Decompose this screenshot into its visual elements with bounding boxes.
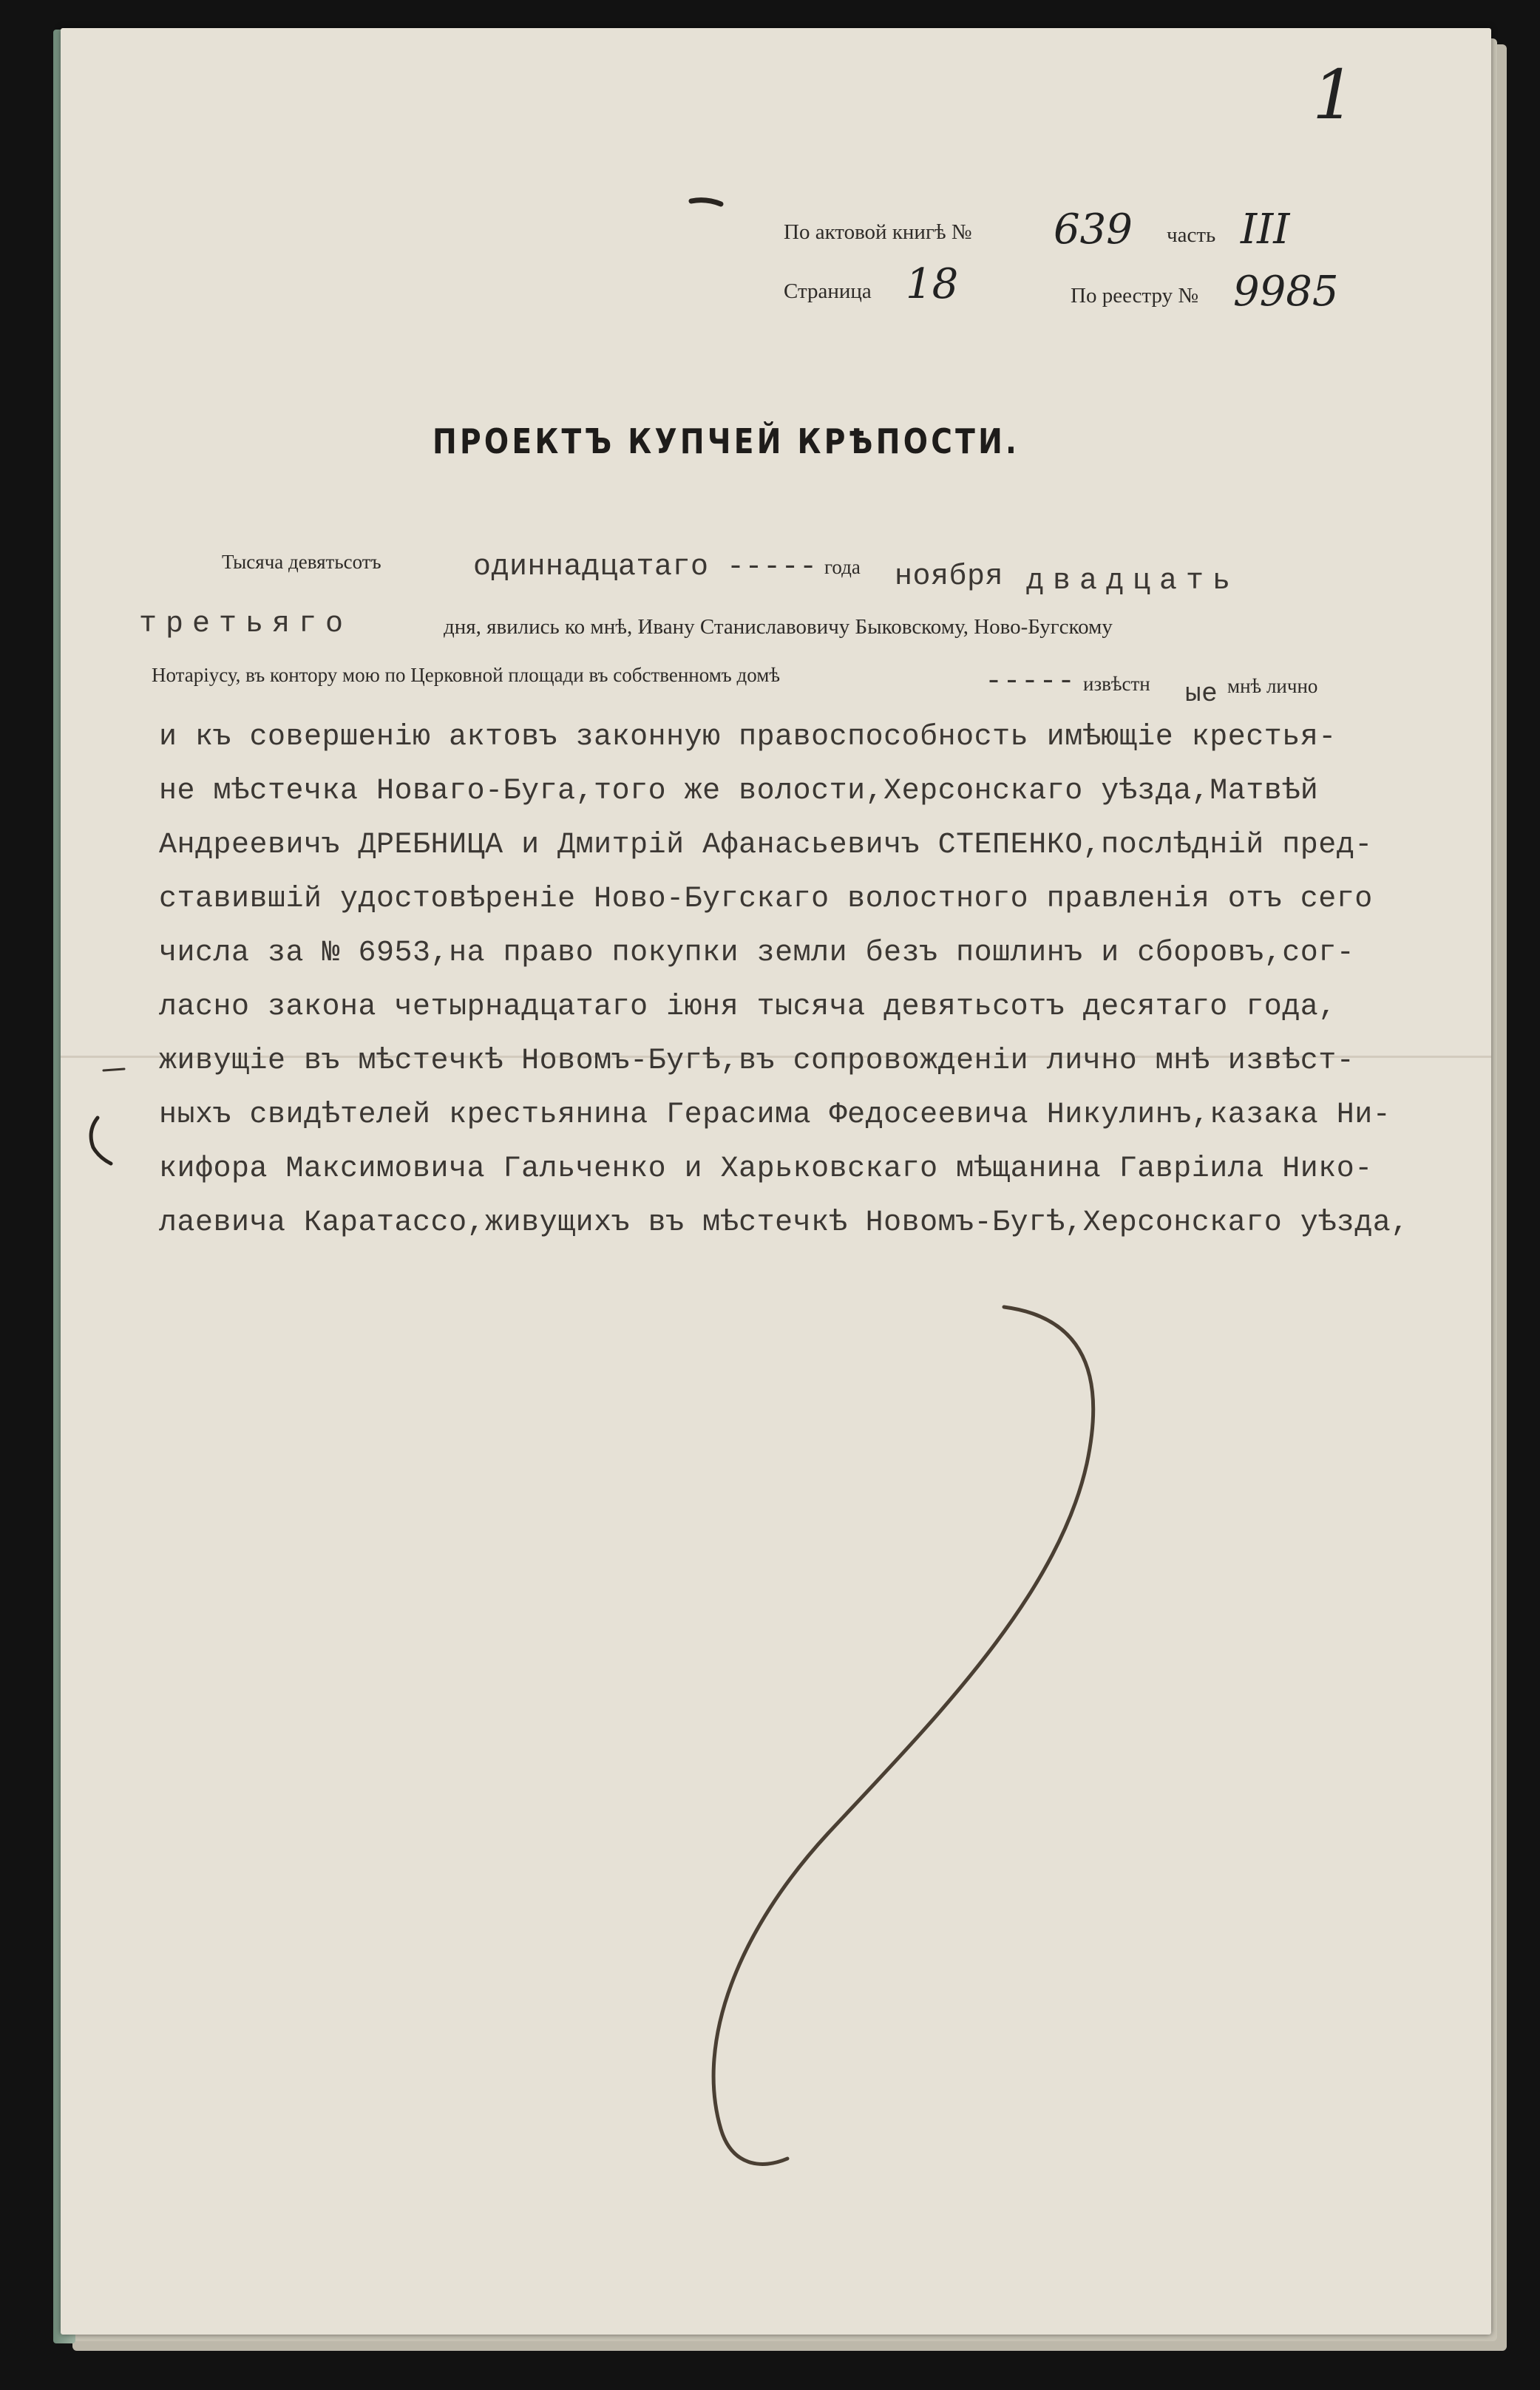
intro-appeared: дня, явились ко мнѣ, Ивану Станиславовичу Быковскому, Ново-Бугскому xyxy=(444,615,1113,639)
body-line: числа за № 6953,на право покупки земли безъ пошлинъ и сборовъ,сог- xyxy=(159,937,1355,970)
intro-month: ноября xyxy=(895,560,1004,594)
page-value: 18 xyxy=(906,260,959,308)
body-line: кифора Максимовича Гальченко и Харьковскаго мѣщанина Гавріила Нико- xyxy=(159,1152,1373,1186)
page-number: 1 xyxy=(1312,55,1356,135)
intro-year-label: года xyxy=(824,556,861,578)
body-line: ныхъ свидѣтелей крестьянина Герасима Федосеевича Никулинъ,казака Ни- xyxy=(159,1099,1391,1132)
book-number: 639 xyxy=(1054,206,1133,254)
intro-day-part2: третьяго xyxy=(139,608,353,641)
part-number: III xyxy=(1241,206,1290,254)
intro-notary-line: Нотаріусу, въ контору мою по Церковной площади въ собственномъ домѣ xyxy=(152,664,780,686)
intro-known-prefix: извѣстн xyxy=(1083,673,1150,695)
book-label: По актовой книгѣ № xyxy=(784,220,972,244)
part-label: часть xyxy=(1167,223,1216,247)
intro-year-prefix: Тысяча девятьсотъ xyxy=(222,551,381,573)
intro-day-part1: двадцать xyxy=(1026,565,1240,598)
document-title: ПРОЕКТЪ КУПЧЕЙ КРѢПОСТИ. xyxy=(433,421,1020,461)
register-label: По реестру № xyxy=(1071,284,1199,308)
intro-known-suffix: ые xyxy=(1185,679,1218,709)
body-line: Андреевичъ ДРЕБНИЦА и Дмитрій Афанасьевичъ СТЕПЕНКО,послѣдній пред- xyxy=(159,829,1373,862)
page-label: Страница xyxy=(784,279,872,303)
intro-house-blank: ----- xyxy=(985,665,1076,699)
body-line: не мѣстечка Новаго-Буга,того же волости,Херсонскаго уѣзда,Матвѣй xyxy=(159,775,1319,808)
body-line: и къ совершенію актовъ законную правоспособность имѣющіе крестья- xyxy=(159,721,1337,754)
body-line: ставившій удостовѣреніе Ново-Бугскаго волостного правленія отъ сего xyxy=(159,883,1373,916)
register-number: 9985 xyxy=(1233,268,1339,316)
body-line: живущіе въ мѣстечкѣ Новомъ-Бугѣ,въ сопровожденіи лично мнѣ извѣст- xyxy=(159,1045,1355,1078)
intro-known-rest: мнѣ лично xyxy=(1227,675,1318,697)
body-line: ласно закона четырнадцатаго іюня тысяча девятьсотъ десятаго года, xyxy=(159,991,1337,1024)
body-line: лаевича Каратассо,живущихъ въ мѣстечкѣ Новомъ-Бугѣ,Херсонскаго уѣзда, xyxy=(159,1206,1409,1240)
intro-year-word: одиннадцатаго ----- xyxy=(473,551,818,584)
